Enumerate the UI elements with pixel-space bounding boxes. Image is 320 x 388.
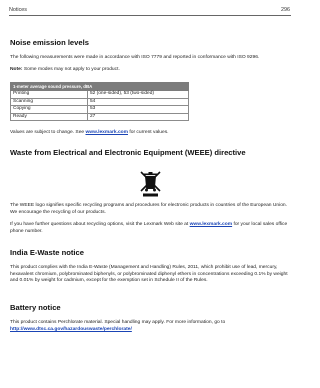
page-number: 296 <box>281 7 290 13</box>
noise-heading: Noise emission levels <box>10 38 89 47</box>
values-text-pre: Values are subject to change. See <box>10 130 86 135</box>
table-row <box>11 113 189 121</box>
table-cell-mode: Copying <box>11 106 88 114</box>
table-cell-value: 54 <box>88 98 189 106</box>
table-cell-mode: Ready <box>11 113 88 121</box>
noise-table-header: 1-meter average sound pressure, dBA <box>11 83 189 91</box>
battery-paragraph <box>10 320 292 333</box>
noise-table <box>10 82 189 121</box>
values-text-post: for current values. <box>128 130 169 135</box>
table-cell-value: 53 <box>88 106 189 114</box>
lexmark-link[interactable]: www.lexmark.com <box>189 222 233 227</box>
india-ewaste-paragraph: This product complies with the India E-Waste (Management and Handling) Rules, 2011, which prohibit use of lead, mercury, hexavalent chromium, polybrominated biphenyls, or polybrominated diphenyl ethers in concentrations exceeding 0.1% by weight and 0.01% by weight for cadmium, except for the exemption set in Schedule II of the Rules. <box>10 265 288 284</box>
table-row <box>11 98 189 106</box>
table-cell-value: 27 <box>88 113 189 121</box>
battery-heading: Battery notice <box>10 303 61 312</box>
weee-heading: Waste from Electrical and Electronic Equipment (WEEE) directive <box>10 148 246 157</box>
note-text: Some modes may not apply to your product. <box>22 67 120 72</box>
noise-values-note <box>10 130 292 137</box>
noise-intro: The following measurements were made in accordance with ISO 7779 and reported in conformance with ISO 9296. <box>10 55 260 60</box>
noise-table-header-row <box>11 83 189 91</box>
running-header-section: Notices <box>9 7 27 13</box>
note-label: Note: <box>10 67 23 72</box>
header-rule <box>9 15 291 16</box>
weee-text-pre: If you have further questions about recycling options, visit the Lexmark Web site at <box>10 222 190 227</box>
table-cell-mode: Scanning <box>11 98 88 106</box>
battery-text: This product contains Perchlorate material. Special handling may apply. For more information, go to <box>10 320 226 325</box>
noise-note <box>10 67 292 74</box>
table-row <box>11 91 189 99</box>
weee-paragraph-2 <box>10 222 292 235</box>
dtsc-perchlorate-link[interactable]: http://www.dtsc.ca.gov/hazardouswaste/perchlorate/ <box>10 326 132 332</box>
crossed-out-wheelie-bin-icon <box>137 170 164 198</box>
india-ewaste-heading: India E-Waste notice <box>10 248 84 257</box>
table-row <box>11 106 189 114</box>
weee-text-post: for your local sales office phone number. <box>10 222 288 234</box>
table-cell-mode: Printing <box>11 91 88 99</box>
table-cell-value: 52 (one-sided), 53 (two-sided) <box>88 91 189 99</box>
weee-paragraph-1: The WEEE logo signifies specific recycling programs and procedures for electronic products in countries of the European Union. We encourage the recycling of our products. <box>10 203 288 215</box>
lexmark-link[interactable]: www.lexmark.com <box>85 130 128 135</box>
